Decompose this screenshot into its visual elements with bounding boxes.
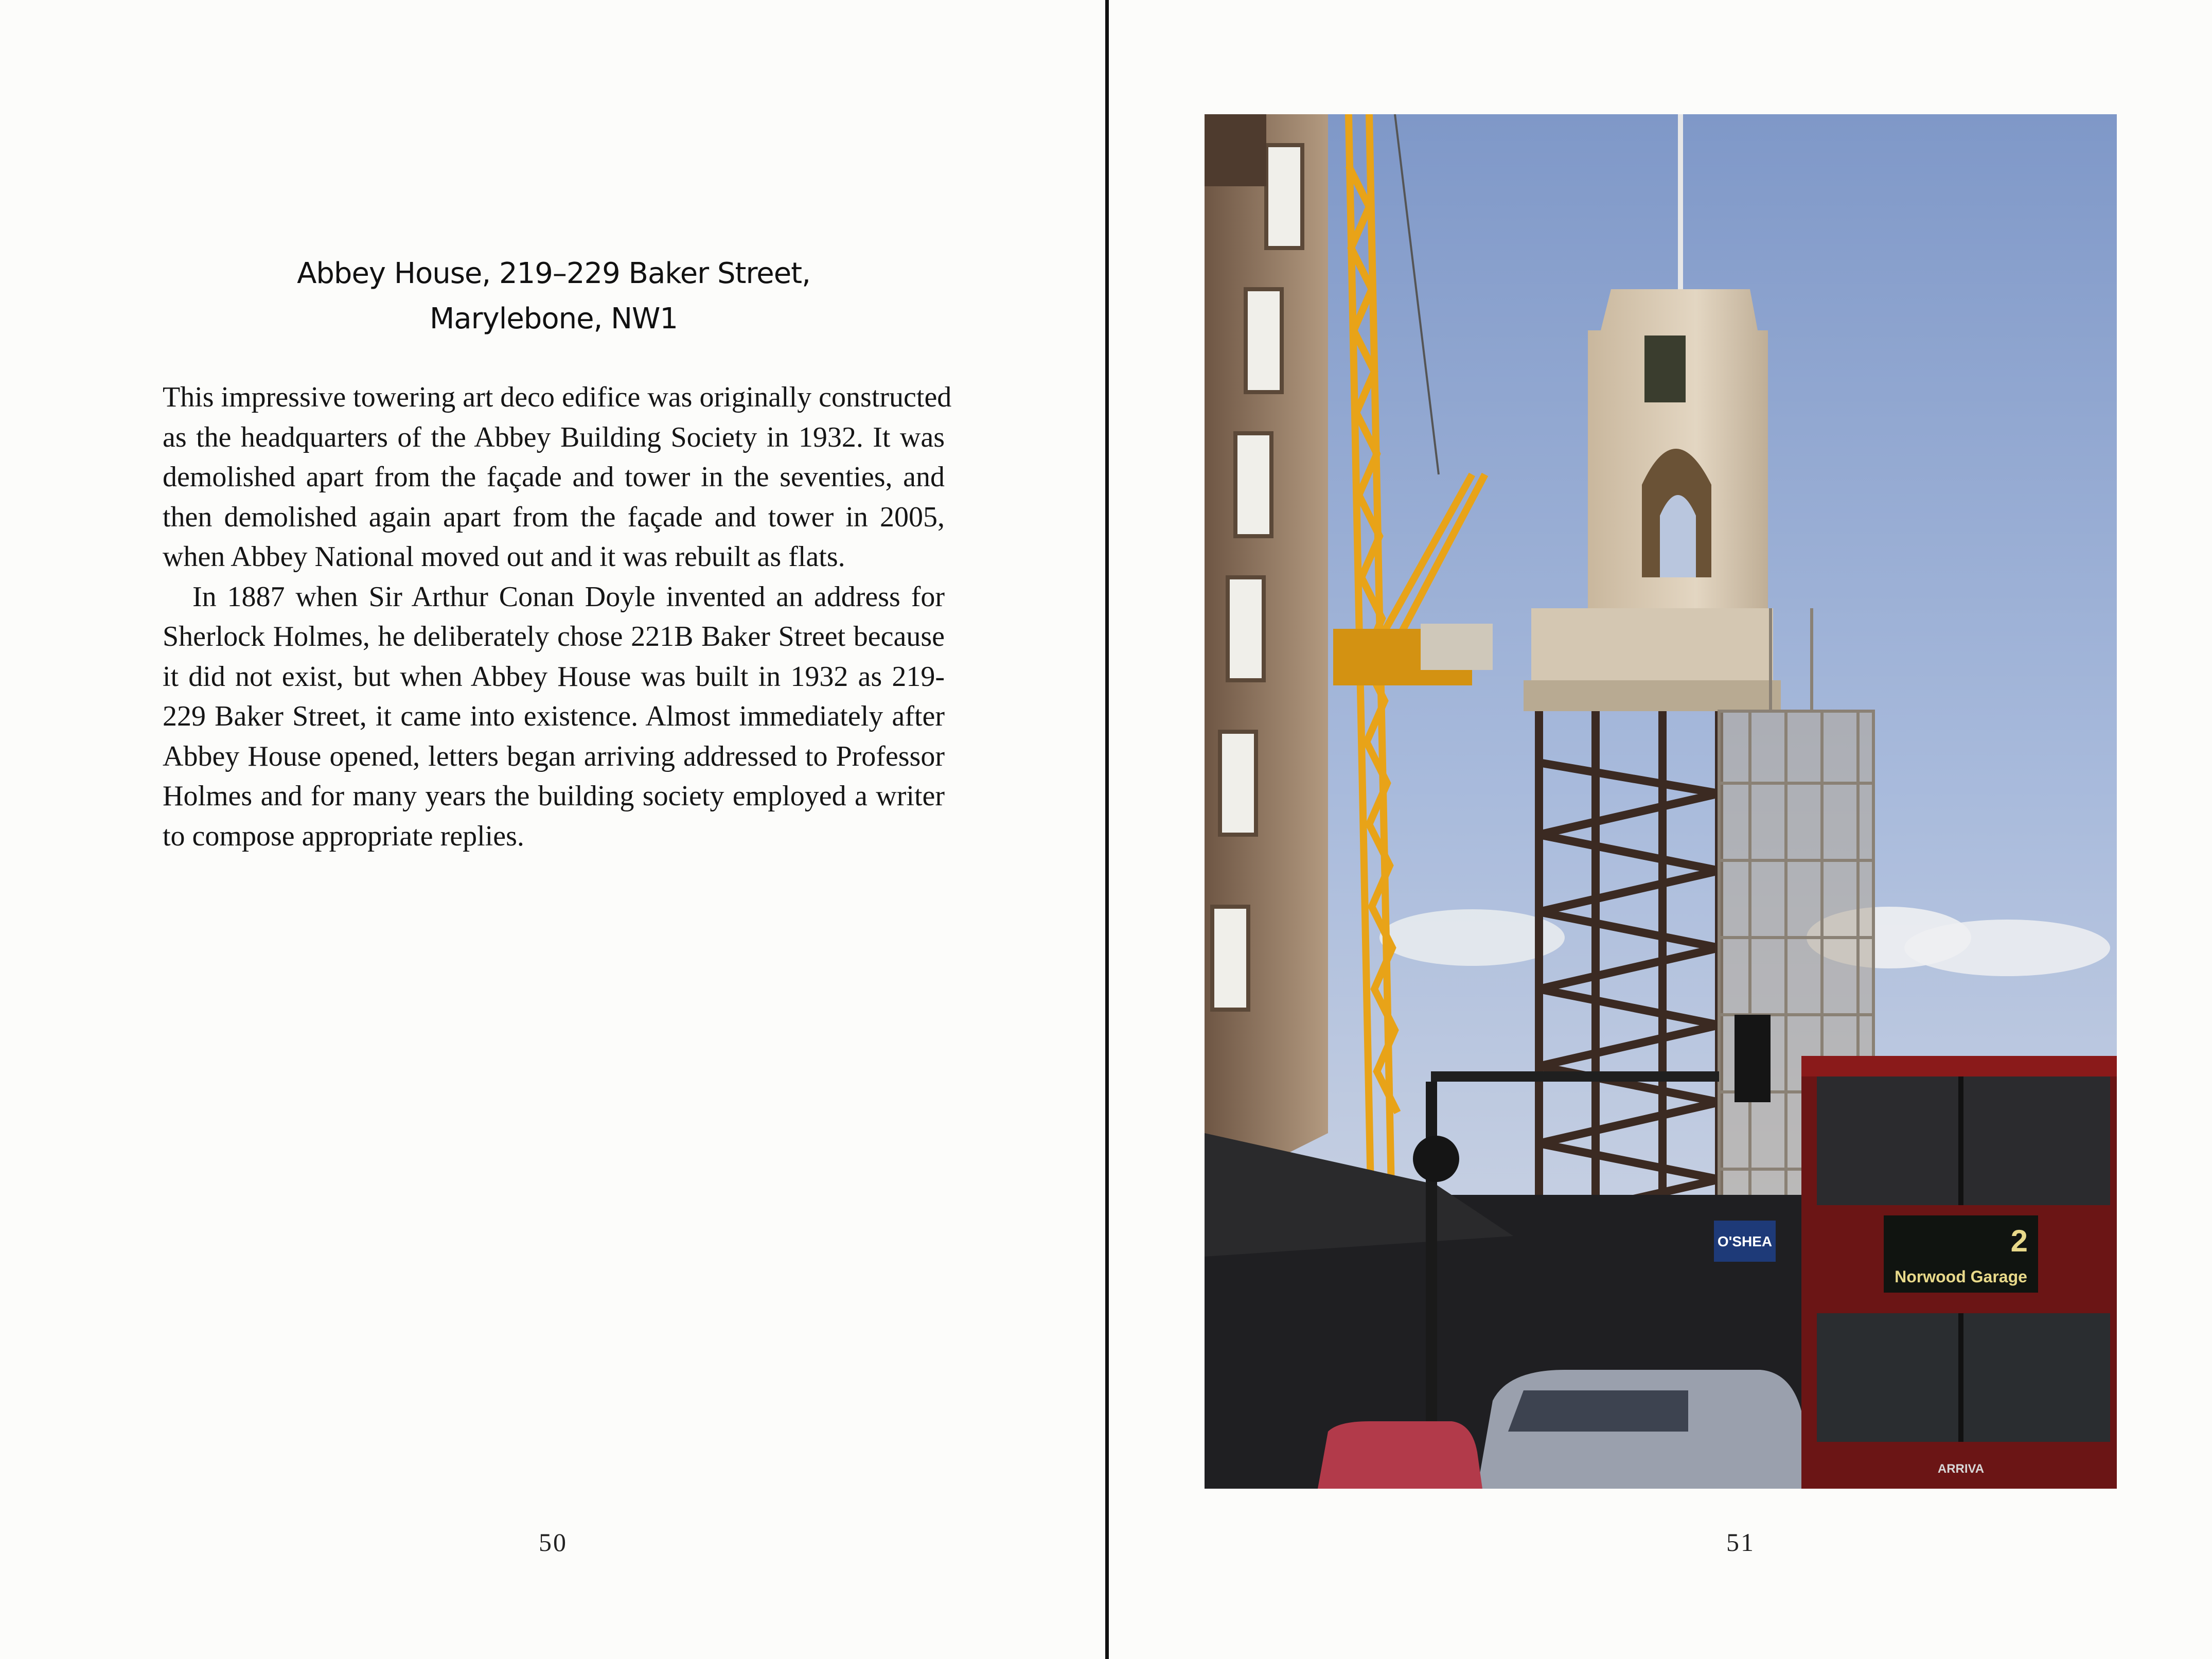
traffic-light-arm: [1431, 1071, 1719, 1082]
text-line: This impressive towering art deco edifice was originally constructed: [163, 381, 952, 413]
bus-operator: ARRIVA: [1937, 1462, 1985, 1476]
page-number: 50: [539, 1528, 568, 1557]
oshea-sign-text: O'SHEA: [1717, 1233, 1773, 1249]
text-line: then demolished again apart from the façade and tower in 2005,: [163, 501, 945, 533]
red-car: [1318, 1421, 1482, 1489]
book-gutter: [1105, 0, 1109, 1659]
crane-counterweight: [1421, 624, 1493, 670]
body-text: [163, 378, 952, 856]
bus-route-number: 2: [2010, 1224, 2028, 1258]
title-line: Abbey House, 219–229 Baker Street,: [297, 257, 810, 290]
cloud: [1904, 920, 2110, 976]
tower-ledge: [1524, 680, 1781, 711]
text-line: 229 Baker Street, it came into existence. Almost immediately after: [163, 700, 945, 732]
tower-base: [1531, 608, 1773, 685]
text-line: demolished apart from the façade and tower in the seventies, and: [163, 461, 945, 493]
photograph: [1205, 114, 2117, 1489]
text-line: as the headquarters of the Abbey Building Society in 1932. It was: [163, 421, 945, 453]
text-line: it did not exist, but when Abbey House was built in 1932 as 219-: [163, 660, 945, 693]
right-page: [1109, 0, 2212, 1659]
title-line: Marylebone, NW1: [429, 302, 678, 336]
left-building-cornice: [1205, 114, 1266, 186]
text-line: Abbey House opened, letters began arriving addressed to Professor: [163, 740, 945, 772]
bus-destination: Norwood Garage: [1895, 1267, 2027, 1286]
page-number: 51: [1726, 1528, 1755, 1557]
text-line: when Abbey National moved out and it was rebuilt as flats.: [163, 541, 845, 573]
abbey-house-photo: [1205, 114, 2117, 1489]
text-line: Sherlock Holmes, he deliberately chose 221B Baker Street because: [163, 621, 945, 652]
bus-roof: [1801, 1056, 2117, 1076]
text-line: to compose appropriate replies.: [163, 820, 524, 852]
left-page: [0, 0, 1105, 1659]
tower-clock: [1644, 336, 1686, 402]
page-title: [163, 251, 945, 342]
tower-arch-inner: [1660, 495, 1696, 577]
road-sign: [1413, 1136, 1459, 1182]
left-building: [1205, 114, 1328, 1195]
flagpole: [1678, 114, 1683, 289]
text-line: In 1887 when Sir Arthur Conan Doyle invented an address for: [192, 580, 945, 613]
traffic-light: [1735, 1015, 1771, 1102]
van-windscreen: [1508, 1390, 1688, 1432]
text-line: Holmes and for many years the building society employed a writer: [163, 780, 945, 812]
